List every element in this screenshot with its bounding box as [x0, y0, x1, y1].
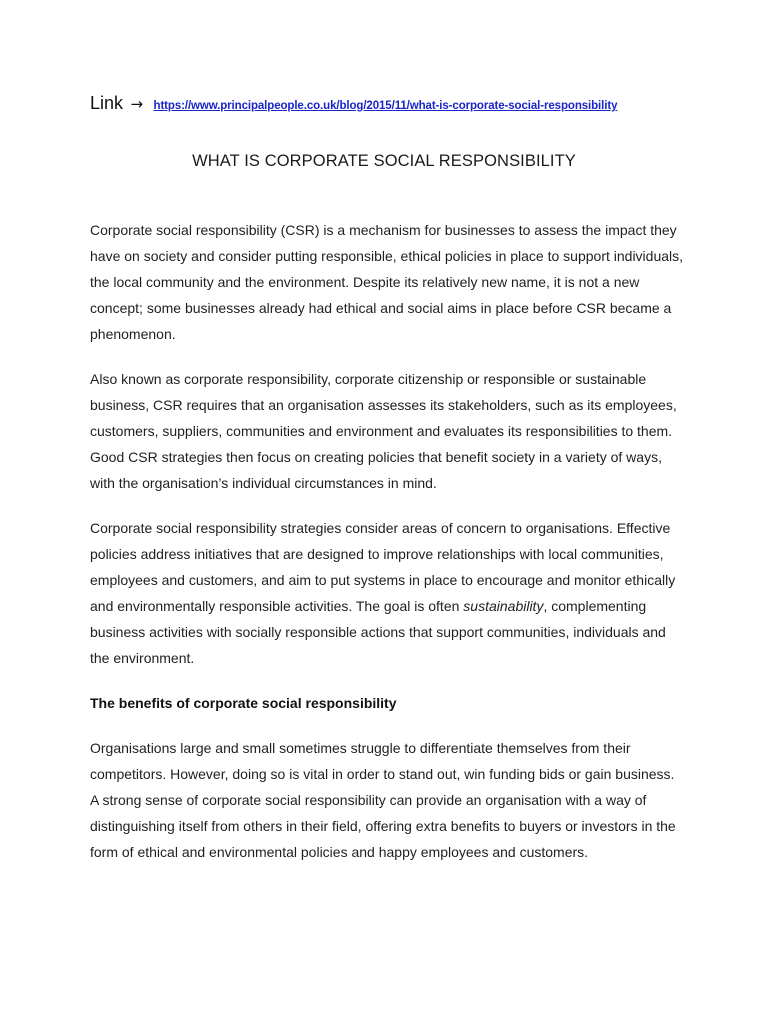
paragraph-line: competitors. However, doing so is vital in order to stand out, win funding bids or gain business.: [90, 766, 675, 782]
section-heading: The benefits of corporate social responsibility: [90, 695, 397, 711]
paragraph-line: phenomenon.: [90, 326, 176, 342]
paragraph-line: the environment.: [90, 650, 195, 666]
paragraph-line: Good CSR strategies then focus on creating policies that benefit society in a variety of ways,: [90, 449, 662, 465]
paragraph-line: business, CSR requires that an organisation assesses its stakeholders, such as its employees,: [90, 397, 677, 413]
paragraph-line: employees and customers, and aim to put systems in place to encourage and monitor ethically: [90, 572, 676, 588]
paragraph-line: the local community and the environment. Despite its relatively new name, it is not a new: [90, 274, 640, 290]
paragraph-line-with-emphasis: [90, 593, 690, 619]
paragraph-2: [90, 366, 690, 496]
document-title: WHAT IS CORPORATE SOCIAL RESPONSIBILITY: [192, 152, 576, 170]
source-url-link[interactable]: https://www.principalpeople.co.uk/blog/2015/11/what-is-corporate-social-responsibility: [153, 100, 618, 112]
emphasized-word: sustainability: [463, 598, 544, 614]
paragraph-line: policies address initiatives that are designed to improve relationships with local communities,: [90, 546, 664, 562]
paragraph-line: Corporate social responsibility (CSR) is a mechanism for businesses to assess the impact they: [90, 222, 677, 238]
paragraph-line: distinguishing itself from others in their field, offering extra benefits to buyers or investors in the: [90, 818, 676, 834]
paragraph-line: Organisations large and small sometimes struggle to differentiate themselves from their: [90, 740, 631, 756]
paragraph-line-lead: and environmentally responsible activities. The goal is often: [90, 598, 464, 614]
paragraph-1: [90, 217, 690, 347]
right-arrow-icon: →: [130, 95, 144, 113]
paragraph-line: have on society and consider putting responsible, ethical policies in place to support individuals,: [90, 248, 684, 264]
paragraph-line: A strong sense of corporate social responsibility can provide an organisation with a way of: [90, 792, 647, 808]
paragraph-line: form of ethical and environmental policies and happy employees and customers.: [90, 844, 589, 860]
document-body: [90, 217, 690, 884]
paragraph-line-tail: , complementing: [543, 598, 647, 614]
paragraph-line: Corporate social responsibility strategies consider areas of concern to organisations. Effective: [90, 520, 671, 536]
paragraph-line: Also known as corporate responsibility, corporate citizenship or responsible or sustainable: [90, 371, 647, 387]
link-line: [90, 90, 617, 119]
paragraph-4: [90, 735, 690, 865]
paragraph-line: concept; some businesses already had ethical and social aims in place before CSR became a: [90, 300, 672, 316]
paragraph-line: business activities with socially responsible actions that support communities, individuals and: [90, 624, 666, 640]
paragraph-line: customers, suppliers, communities and environment and evaluates its responsibilities to them.: [90, 423, 673, 439]
paragraph-line: with the organisation’s individual circumstances in mind.: [90, 475, 437, 491]
paragraph-3: [90, 515, 690, 671]
link-label: Link: [90, 93, 124, 113]
